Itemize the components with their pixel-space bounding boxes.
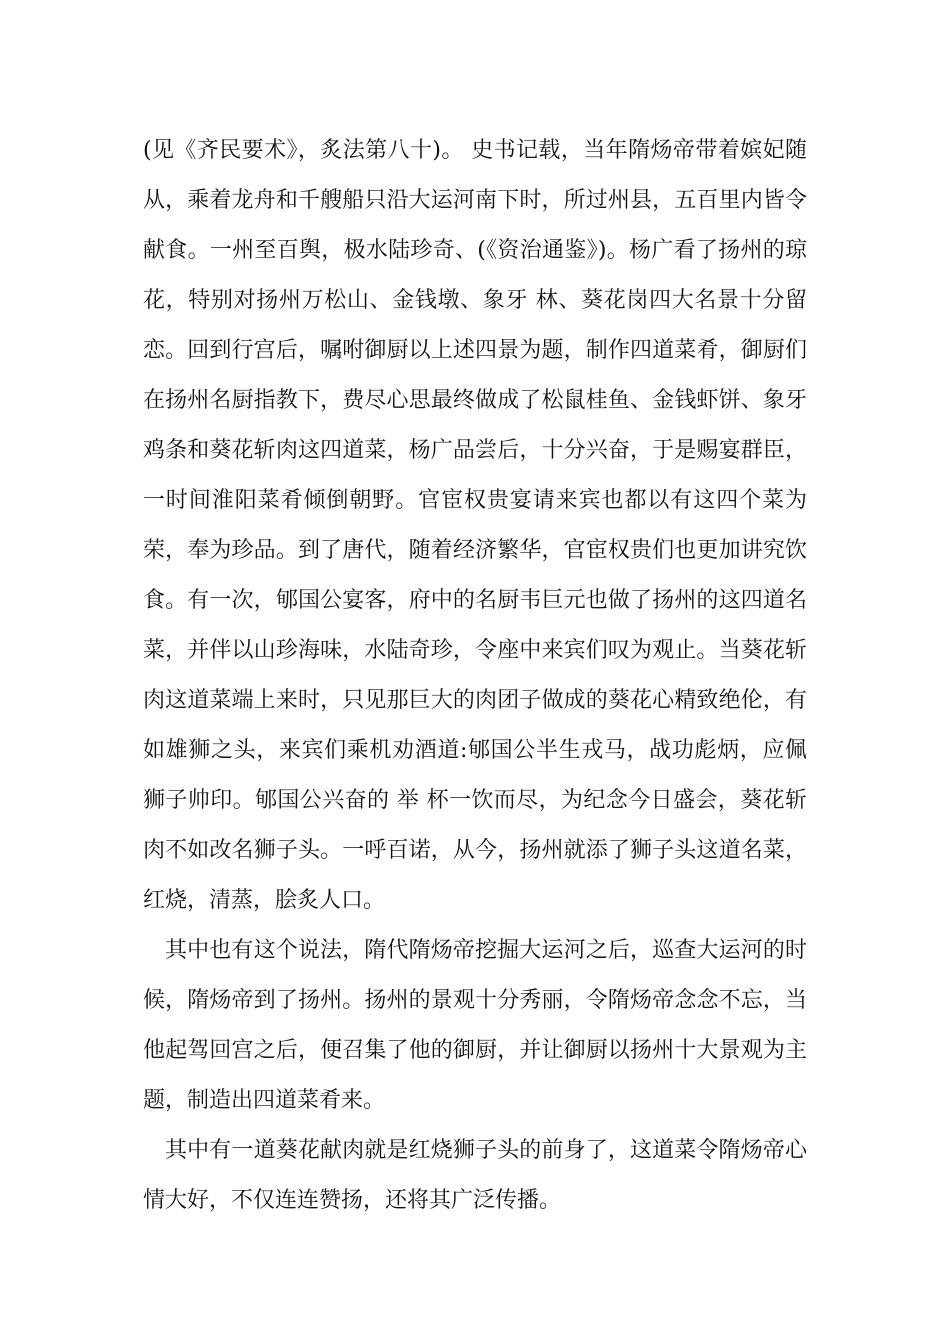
paragraph-history: (见《齐民要术》，炙法第八十)。 史书记载，当年隋炀帝带着嫔妃随从，乘着龙舟和千艘船只沿大运河南下时，所过州县，五百里内皆令献食。一州至百舆，极水陆珍奇、(《资治通鉴》)。杨广看了扬州的琼花，特别对扬州万松山、金钱墩、象牙 林、葵花岗四大名景十分留恋。回到行宫后，嘱咐御厨以上述四景为题，制作四道菜肴，御厨们在扬州名厨指教下，费尽心思最终做成了松鼠桂鱼、金钱虾饼、象牙鸡条和葵花斩肉这四道菜，杨广品尝后，十分兴奋，于是赐宴群臣，一时间淮阳菜肴倾倒朝野。官宦权贵宴请来宾也都以有这四个菜为荣，奉为珍品。到了唐代，随着经济繁华，官宦权贵们也更加讲究饮食。有一次，郇国公宴客，府中的名厨韦巨元也做了扬州的这四道名菜，并伴以山珍海味，水陆奇珍，令座中来宾们叹为观止。当葵花斩肉这道菜端上来时，只见那巨大的肉团子做成的葵花心精致绝伦，有如雄狮之头，来宾们乘机劝酒道:郇国公半生戎马，战功彪炳，应佩狮子帅印。郇国公兴奋的 举 杯一饮而尽，为纪念今日盛会，葵花斩肉不如改名狮子头。一呼百诺，从今，扬州就添了狮子头这道名菜，红烧，清蒸，脍炙人口。: [143, 138, 807, 913]
paragraph-legend: 其中也有这个说法，隋代隋炀帝挖掘大运河之后，巡查大运河的时候，隋炀帝到了扬州。扬州的景观十分秀丽，令隋炀帝念念不忘，当他起驾回宫之后，便召集了他的御厨，并让御厨以扬州十大景观为主题，制造出四道菜肴来。: [143, 938, 807, 1113]
paragraph-origin: 其中有一道葵花献肉就是红烧狮子头的前身了，这道菜令隋炀帝心情大好，不仅连连赞扬，还将其广泛传播。: [143, 1138, 807, 1213]
document-body: [143, 126, 807, 1226]
